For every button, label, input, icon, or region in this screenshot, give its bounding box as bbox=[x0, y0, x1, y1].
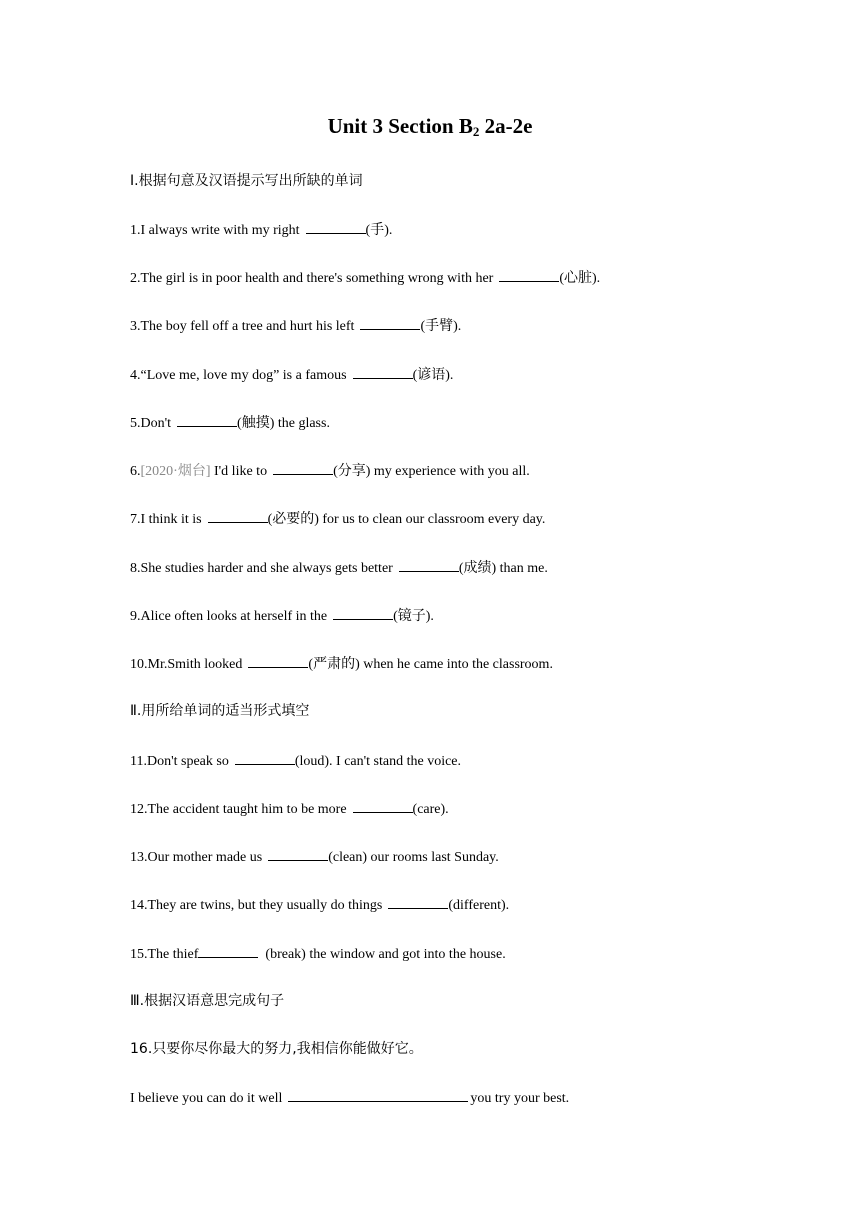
answer-blank[interactable] bbox=[333, 605, 393, 620]
question-1 bbox=[130, 219, 392, 241]
answer-blank[interactable] bbox=[360, 315, 420, 330]
question-hint: (触摸) the glass. bbox=[237, 416, 330, 431]
answer-blank[interactable] bbox=[235, 750, 295, 765]
question-6 bbox=[130, 460, 530, 482]
question-10 bbox=[130, 653, 553, 675]
title-main: Unit 3 Section B bbox=[327, 114, 473, 138]
question-3 bbox=[130, 315, 461, 337]
question-5 bbox=[130, 412, 330, 434]
question-text: 15.The thief bbox=[130, 947, 199, 962]
answer-blank[interactable] bbox=[288, 1087, 468, 1102]
question-hint: (心脏). bbox=[559, 271, 601, 286]
question-hint: (谚语). bbox=[412, 368, 454, 383]
question-text: 3.The boy fell off a tree and hurt his left bbox=[130, 319, 355, 334]
question-13 bbox=[130, 846, 499, 868]
question-text: 11.Don't speak so bbox=[130, 754, 229, 769]
question-text: I believe you can do it well bbox=[130, 1091, 283, 1106]
question-text: 7.I think it is bbox=[130, 512, 202, 527]
section-heading-1: Ⅰ.根据句意及汉语提示写出所缺的单词 bbox=[130, 173, 363, 189]
question-source-tag: [2020·烟台] bbox=[140, 464, 211, 479]
answer-blank[interactable] bbox=[399, 557, 459, 572]
answer-blank[interactable] bbox=[198, 943, 258, 958]
question-16-chinese: 16.只要你尽你最大的努力,我相信你能做好它。 bbox=[130, 1041, 423, 1057]
question-hint: (分享) my experience with you all. bbox=[333, 464, 530, 479]
question-16 bbox=[130, 1087, 569, 1109]
section-heading-3: Ⅲ.根据汉语意思完成句子 bbox=[130, 993, 285, 1009]
question-4 bbox=[130, 364, 453, 386]
answer-blank[interactable] bbox=[306, 219, 366, 234]
answer-blank[interactable] bbox=[273, 460, 333, 475]
title-subscript: 2 bbox=[472, 124, 480, 139]
answer-blank[interactable] bbox=[353, 364, 413, 379]
question-hint: (手臂). bbox=[420, 319, 462, 334]
question-hint: (成绩) than me. bbox=[458, 561, 548, 576]
question-text: 14.They are twins, but they usually do things bbox=[130, 898, 383, 913]
question-hint: (different). bbox=[448, 898, 510, 913]
question-8 bbox=[130, 557, 548, 579]
question-text: 2.The girl is in poor health and there's something wrong with her bbox=[130, 271, 494, 286]
question-11 bbox=[130, 750, 461, 772]
question-hint: (break) the window and got into the house. bbox=[258, 947, 506, 962]
answer-blank[interactable] bbox=[177, 412, 237, 427]
question-text: 10.Mr.Smith looked bbox=[130, 657, 243, 672]
title-tail: 2a-2e bbox=[479, 114, 533, 138]
question-text: 8.She studies harder and she always gets better bbox=[130, 561, 393, 576]
question-hint: (镜子). bbox=[393, 609, 434, 624]
question-hint: (loud). I can't stand the voice. bbox=[294, 754, 462, 769]
question-hint: (手). bbox=[365, 223, 393, 238]
question-7 bbox=[130, 508, 545, 530]
question-text: I'd like to bbox=[210, 464, 268, 479]
question-hint: (clean) our rooms last Sunday. bbox=[328, 850, 499, 865]
question-number: 6. bbox=[130, 464, 141, 479]
question-15 bbox=[130, 943, 506, 965]
question-hint: (care). bbox=[412, 802, 449, 817]
section-heading-2: Ⅱ.用所给单词的适当形式填空 bbox=[130, 703, 310, 719]
question-text: 5.Don't bbox=[130, 416, 172, 431]
answer-blank[interactable] bbox=[248, 653, 308, 668]
answer-blank[interactable] bbox=[353, 798, 413, 813]
page-title bbox=[0, 114, 860, 140]
answer-blank[interactable] bbox=[268, 846, 328, 861]
answer-blank[interactable] bbox=[208, 508, 268, 523]
question-text: 9.Alice often looks at herself in the bbox=[130, 609, 328, 624]
answer-blank[interactable] bbox=[499, 267, 559, 282]
question-14 bbox=[130, 894, 509, 916]
question-2 bbox=[130, 267, 600, 289]
question-text: 12.The accident taught him to be more bbox=[130, 802, 347, 817]
question-hint: (严肃的) when he came into the classroom. bbox=[308, 657, 553, 672]
answer-blank[interactable] bbox=[388, 894, 448, 909]
question-text: 4.“Love me, love my dog” is a famous bbox=[130, 368, 347, 383]
question-hint: (必要的) for us to clean our classroom every day. bbox=[267, 512, 546, 527]
question-text: 1.I always write with my right bbox=[130, 223, 300, 238]
question-12 bbox=[130, 798, 449, 820]
question-9 bbox=[130, 605, 434, 627]
question-text: 13.Our mother made us bbox=[130, 850, 263, 865]
question-hint: you try your best. bbox=[470, 1091, 570, 1106]
